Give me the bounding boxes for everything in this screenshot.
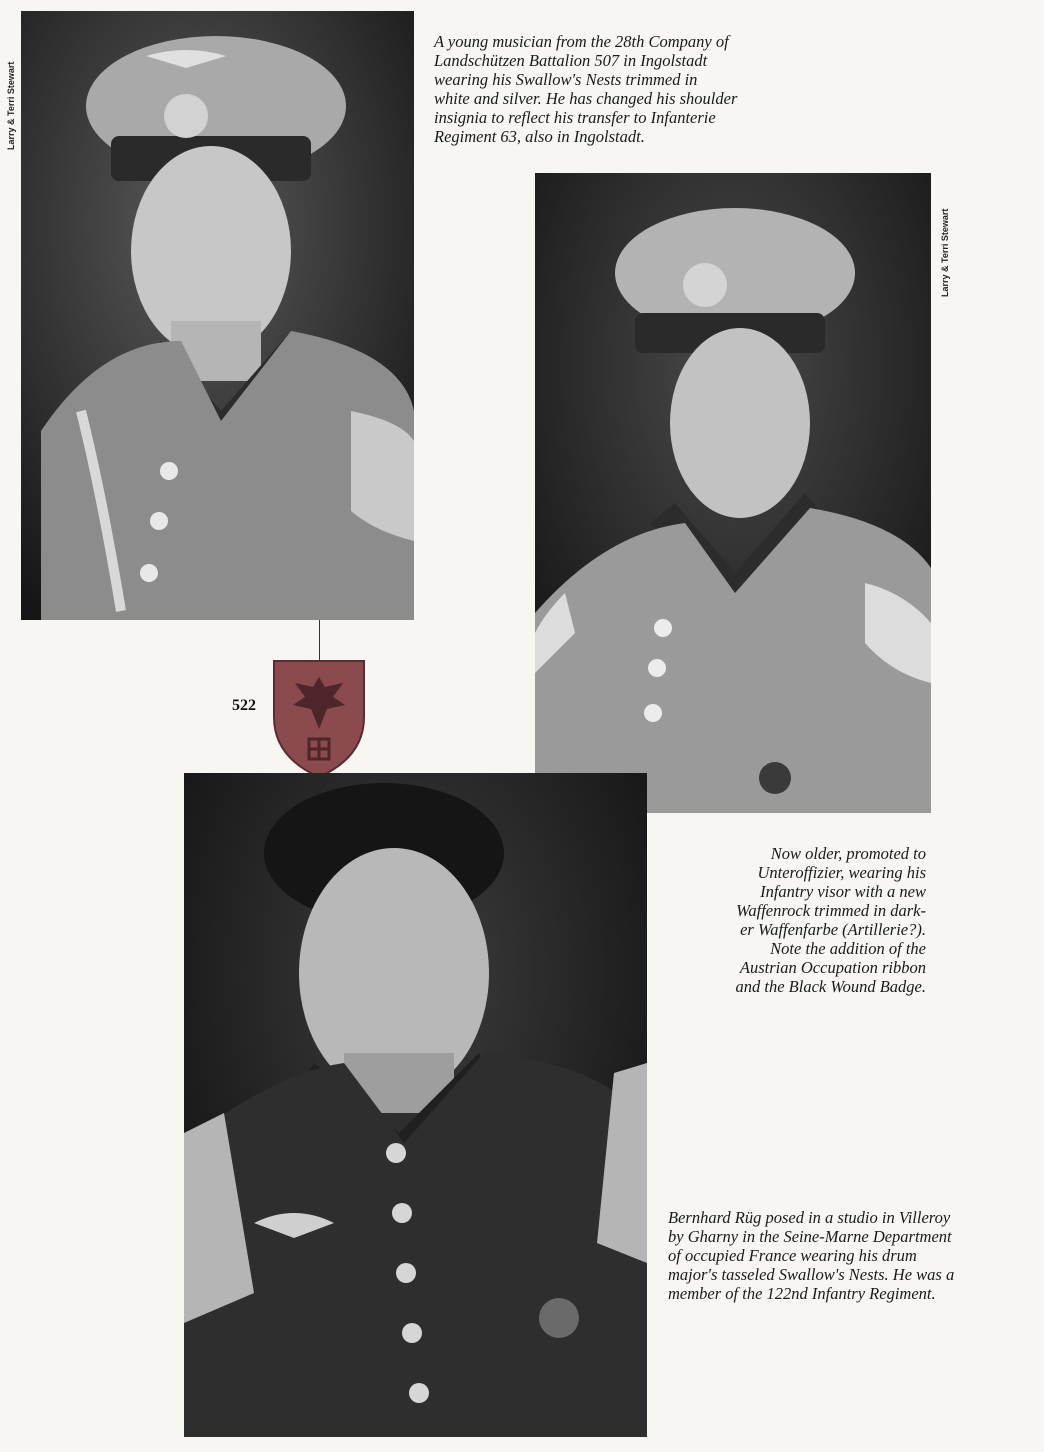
caption-unteroffizier: [736, 844, 926, 996]
caption-line: of occupied France wearing his drum: [668, 1246, 917, 1265]
connector-line: [319, 620, 320, 660]
photo-credit-left: Larry & Terri Stewart: [6, 61, 16, 150]
caption-line: and the Black Wound Badge.: [735, 977, 926, 996]
photo-unteroffizier: [535, 173, 931, 813]
caption-line: wearing his Swallow's Nests trimmed in: [434, 70, 698, 89]
caption-line: Waffenrock trimmed in dark-: [736, 901, 926, 920]
caption-line: Bernhard Rüg posed in a studio in Villeroy: [668, 1208, 951, 1227]
caption-line: member of the 122nd Infantry Regiment.: [668, 1284, 936, 1303]
caption-line: by Gharny in the Seine-Marne Department: [668, 1227, 952, 1246]
caption-young-musician: [434, 32, 737, 146]
caption-line: Landschützen Battalion 507 in Ingolstadt: [434, 51, 708, 70]
page-number: 522: [232, 697, 256, 714]
caption-line: A young musician from the 28th Company of: [434, 32, 729, 51]
caption-line: white and silver. He has changed his shoulder: [434, 89, 738, 108]
eagle-shield-icon: [270, 657, 368, 781]
photo-bernhard-rug: [184, 773, 647, 1437]
caption-line: er Waffenfarbe (Artillerie?).: [740, 920, 926, 939]
caption-line: major's tasseled Swallow's Nests. He was a: [668, 1265, 955, 1284]
caption-line: insignia to reflect his transfer to Infanterie: [434, 108, 716, 127]
caption-bernhard-rug: [668, 1208, 954, 1303]
caption-line: Infantry visor with a new: [760, 882, 926, 901]
photo-young-musician: [21, 11, 414, 620]
caption-line: Regiment 63, also in Ingolstadt.: [434, 127, 645, 146]
caption-line: Austrian Occupation ribbon: [739, 958, 926, 977]
caption-line: Note the addition of the: [770, 939, 926, 958]
caption-line: Unteroffizier, wearing his: [757, 863, 926, 882]
caption-line: Now older, promoted to: [770, 844, 926, 863]
photo-credit-right: Larry & Terri Stewart: [940, 208, 950, 297]
